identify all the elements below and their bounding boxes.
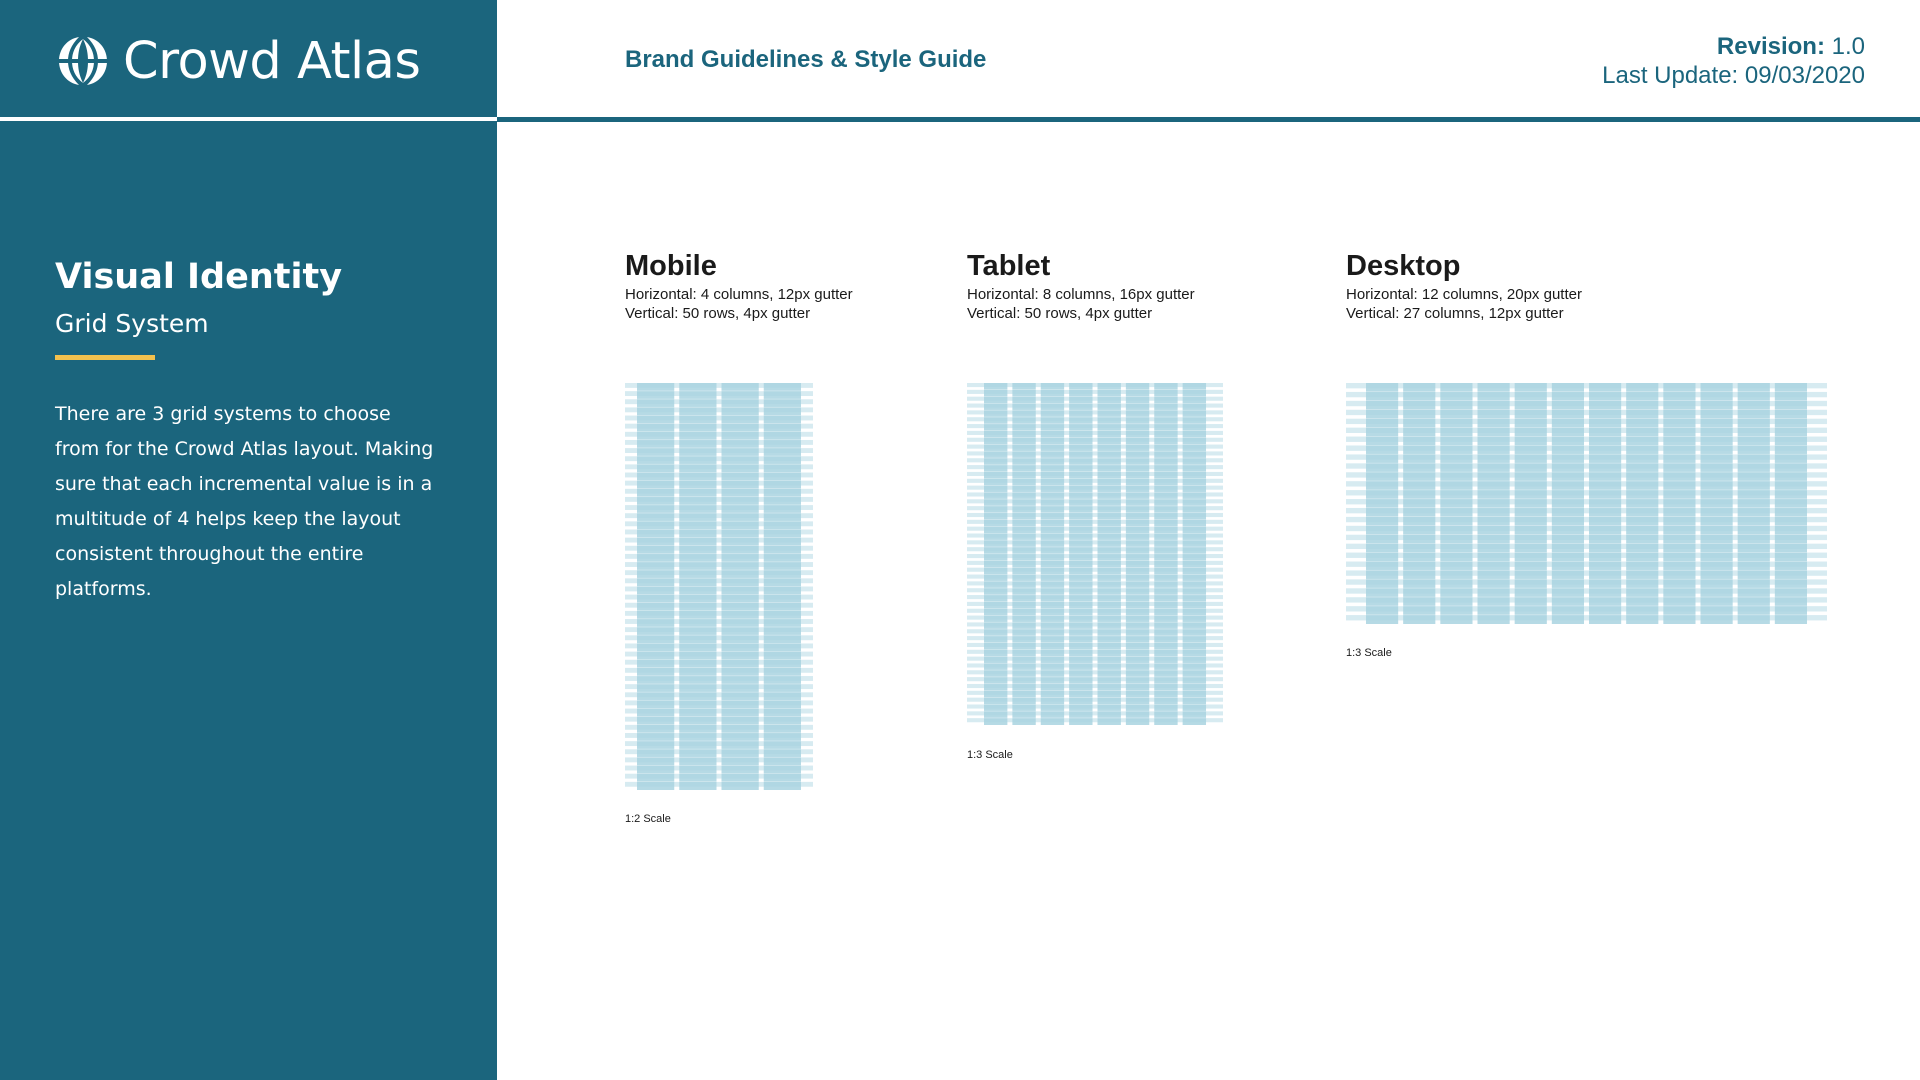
grid-row-gutter — [1366, 597, 1807, 598]
grid-row-gutter — [637, 488, 801, 489]
crowd-atlas-globe-icon — [55, 33, 111, 89]
tablet-horizontal-spec: Horizontal: 8 columns, 16px gutter — [967, 286, 1195, 303]
grid-row-gutter — [637, 651, 801, 652]
grid-row-gutter — [637, 610, 801, 611]
tablet-grid-preview — [967, 383, 1223, 725]
grid-row-gutter — [1366, 561, 1807, 562]
grid-row-gutter — [984, 526, 1206, 527]
grid-row-gutter — [637, 553, 801, 554]
grid-row-gutter — [984, 595, 1206, 596]
mobile-grid-preview — [625, 383, 813, 790]
grid-row-gutter — [984, 540, 1206, 541]
grid-row-gutter — [984, 403, 1206, 404]
grid-row-gutter — [984, 430, 1206, 431]
grid-row-gutter — [1366, 409, 1807, 410]
grid-row-gutter — [984, 615, 1206, 616]
grid-row-gutter — [637, 562, 801, 563]
grid-row-gutter — [984, 629, 1206, 630]
section-subtitle: Grid System — [55, 309, 209, 338]
grid-row-gutter — [637, 716, 801, 717]
grid-row-gutter — [637, 765, 801, 766]
grid-row-gutter — [637, 594, 801, 595]
grid-row-gutter — [637, 399, 801, 400]
grid-row-gutter — [637, 724, 801, 725]
grid-row-gutter — [1366, 615, 1807, 616]
grid-row-gutter — [637, 407, 801, 408]
brand-name: Crowd Atlas — [123, 31, 421, 91]
grid-row-gutter — [637, 586, 801, 587]
grid-row-gutter — [1366, 490, 1807, 491]
grid-row-gutter — [984, 444, 1206, 445]
section-description: There are 3 grid systems to choose from for the Crowd Atlas layout. Making sure that each incremental value is in a multitude of 4 helps keep the layout consistent throughout the entire platforms. — [55, 403, 434, 600]
grid-row-gutter — [984, 690, 1206, 691]
mobile-vertical-spec: Vertical: 50 rows, 4px gutter — [625, 305, 811, 322]
grid-row-gutter — [637, 496, 801, 497]
desktop-grid-svg — [1346, 383, 1827, 624]
mobile-scale-label: 1:2 Scale — [625, 813, 671, 825]
grid-row-gutter — [637, 537, 801, 538]
revision-label: Revision: — [1716, 33, 1825, 60]
grid-row-gutter — [984, 424, 1206, 425]
header-divider-left — [0, 117, 497, 121]
grid-row-gutter — [1366, 579, 1807, 580]
grid-row-gutter — [1366, 507, 1807, 508]
grid-row-gutter — [637, 708, 801, 709]
grid-row-gutter — [637, 456, 801, 457]
grid-row-gutter — [1366, 391, 1807, 392]
grid-row-gutter — [637, 439, 801, 440]
mobile-grid-spec — [625, 285, 853, 323]
grid-row-gutter — [637, 505, 801, 506]
grid-row-gutter — [984, 636, 1206, 637]
grid-row-gutter — [637, 773, 801, 774]
grid-row-gutter — [637, 619, 801, 620]
mobile-grid-svg — [625, 383, 813, 790]
accent-underline — [55, 355, 155, 360]
grid-row-gutter — [984, 704, 1206, 705]
grid-row-gutter — [637, 741, 801, 742]
grid-row-gutter — [984, 506, 1206, 507]
grid-row-gutter — [1366, 543, 1807, 544]
grid-row-gutter — [637, 545, 801, 546]
grid-row-gutter — [984, 670, 1206, 671]
grid-row-gutter — [1366, 436, 1807, 437]
grid-row-gutter — [984, 389, 1206, 390]
grid-row-gutter — [984, 533, 1206, 534]
grid-row-gutter — [984, 519, 1206, 520]
grid-row-gutter — [637, 602, 801, 603]
last-update: Last Update: 09/03/2020 — [1602, 62, 1865, 89]
grid-row-gutter — [637, 757, 801, 758]
grid-row-gutter — [1366, 445, 1807, 446]
grid-row-gutter — [984, 437, 1206, 438]
grid-row-gutter — [1366, 400, 1807, 401]
grid-row-gutter — [637, 513, 801, 514]
mobile-horizontal-spec: Horizontal: 4 columns, 12px gutter — [625, 286, 853, 303]
grid-row-gutter — [1366, 454, 1807, 455]
tablet-grid-spec — [967, 285, 1195, 323]
grid-row-gutter — [984, 492, 1206, 493]
grid-row-gutter — [637, 448, 801, 449]
grid-row-gutter — [984, 649, 1206, 650]
grid-row-gutter — [637, 749, 801, 750]
desktop-grid-spec — [1346, 285, 1582, 323]
tablet-grid-title: Tablet — [967, 250, 1051, 282]
grid-row-gutter — [637, 391, 801, 392]
grid-row-gutter — [984, 608, 1206, 609]
grid-row-gutter — [984, 499, 1206, 500]
grid-row-gutter — [984, 574, 1206, 575]
grid-row-gutter — [984, 560, 1206, 561]
grid-row-gutter — [984, 458, 1206, 459]
grid-row-gutter — [637, 529, 801, 530]
tablet-vertical-spec: Vertical: 50 rows, 4px gutter — [967, 305, 1153, 322]
revision-info — [1602, 32, 1865, 90]
brand-logo — [55, 30, 420, 92]
grid-row-gutter — [984, 554, 1206, 555]
document-title: Brand Guidelines & Style Guide — [625, 46, 987, 73]
grid-row-gutter — [984, 512, 1206, 513]
tablet-scale-label: 1:3 Scale — [967, 749, 1013, 761]
grid-row-gutter — [984, 642, 1206, 643]
grid-row-gutter — [637, 578, 801, 579]
grid-row-gutter — [1366, 418, 1807, 419]
grid-row-gutter — [984, 656, 1206, 657]
grid-row-gutter — [984, 581, 1206, 582]
grid-row-gutter — [984, 478, 1206, 479]
grid-row-gutter — [984, 683, 1206, 684]
header-divider-right — [497, 117, 1920, 122]
grid-row-gutter — [984, 410, 1206, 411]
grid-row-gutter — [984, 601, 1206, 602]
grid-row-gutter — [1366, 606, 1807, 607]
grid-row-gutter — [637, 464, 801, 465]
grid-row-gutter — [637, 431, 801, 432]
section-title: Visual Identity — [55, 257, 343, 297]
revision-value: 1.0 — [1831, 33, 1865, 60]
grid-row-gutter — [984, 622, 1206, 623]
grid-row-gutter — [1366, 570, 1807, 571]
grid-row-gutter — [637, 627, 801, 628]
grid-row-gutter — [1366, 525, 1807, 526]
grid-row-gutter — [984, 711, 1206, 712]
sidebar — [0, 0, 497, 1080]
grid-row-gutter — [984, 451, 1206, 452]
grid-row-gutter — [637, 415, 801, 416]
mobile-grid-title: Mobile — [625, 250, 717, 282]
grid-row-gutter — [637, 521, 801, 522]
grid-row-gutter — [984, 663, 1206, 664]
grid-row-gutter — [1366, 534, 1807, 535]
grid-row-gutter — [984, 396, 1206, 397]
grid-row-gutter — [637, 472, 801, 473]
tablet-grid-svg — [967, 383, 1223, 725]
desktop-horizontal-spec: Horizontal: 12 columns, 20px gutter — [1346, 286, 1582, 303]
grid-row-gutter — [637, 570, 801, 571]
grid-row-gutter — [1366, 552, 1807, 553]
grid-row-gutter — [637, 480, 801, 481]
desktop-scale-label: 1:3 Scale — [1346, 647, 1392, 659]
grid-row-gutter — [637, 667, 801, 668]
grid-row-gutter — [1366, 481, 1807, 482]
grid-row-gutter — [637, 700, 801, 701]
grid-row-gutter — [984, 588, 1206, 589]
grid-row-gutter — [1366, 588, 1807, 589]
grid-row-gutter — [637, 659, 801, 660]
grid-row-gutter — [637, 643, 801, 644]
grid-row-gutter — [984, 465, 1206, 466]
grid-row-gutter — [1366, 427, 1807, 428]
grid-row-gutter — [984, 567, 1206, 568]
grid-row-gutter — [984, 677, 1206, 678]
grid-row-gutter — [984, 471, 1206, 472]
grid-row-gutter — [637, 692, 801, 693]
grid-row-gutter — [637, 684, 801, 685]
desktop-grid-title: Desktop — [1346, 250, 1461, 282]
grid-row-gutter — [1366, 499, 1807, 500]
grid-row-gutter — [984, 485, 1206, 486]
grid-row-gutter — [637, 423, 801, 424]
desktop-grid-preview — [1346, 383, 1827, 624]
grid-row-gutter — [984, 417, 1206, 418]
grid-row-gutter — [637, 733, 801, 734]
grid-row-gutter — [1366, 463, 1807, 464]
grid-row-gutter — [637, 635, 801, 636]
grid-row-gutter — [984, 718, 1206, 719]
grid-row-gutter — [637, 676, 801, 677]
grid-row-gutter — [637, 781, 801, 782]
grid-row-gutter — [1366, 516, 1807, 517]
grid-row-gutter — [984, 697, 1206, 698]
grid-row-gutter — [984, 547, 1206, 548]
grid-row-gutter — [1366, 472, 1807, 473]
desktop-vertical-spec: Vertical: 27 columns, 12px gutter — [1346, 305, 1564, 322]
